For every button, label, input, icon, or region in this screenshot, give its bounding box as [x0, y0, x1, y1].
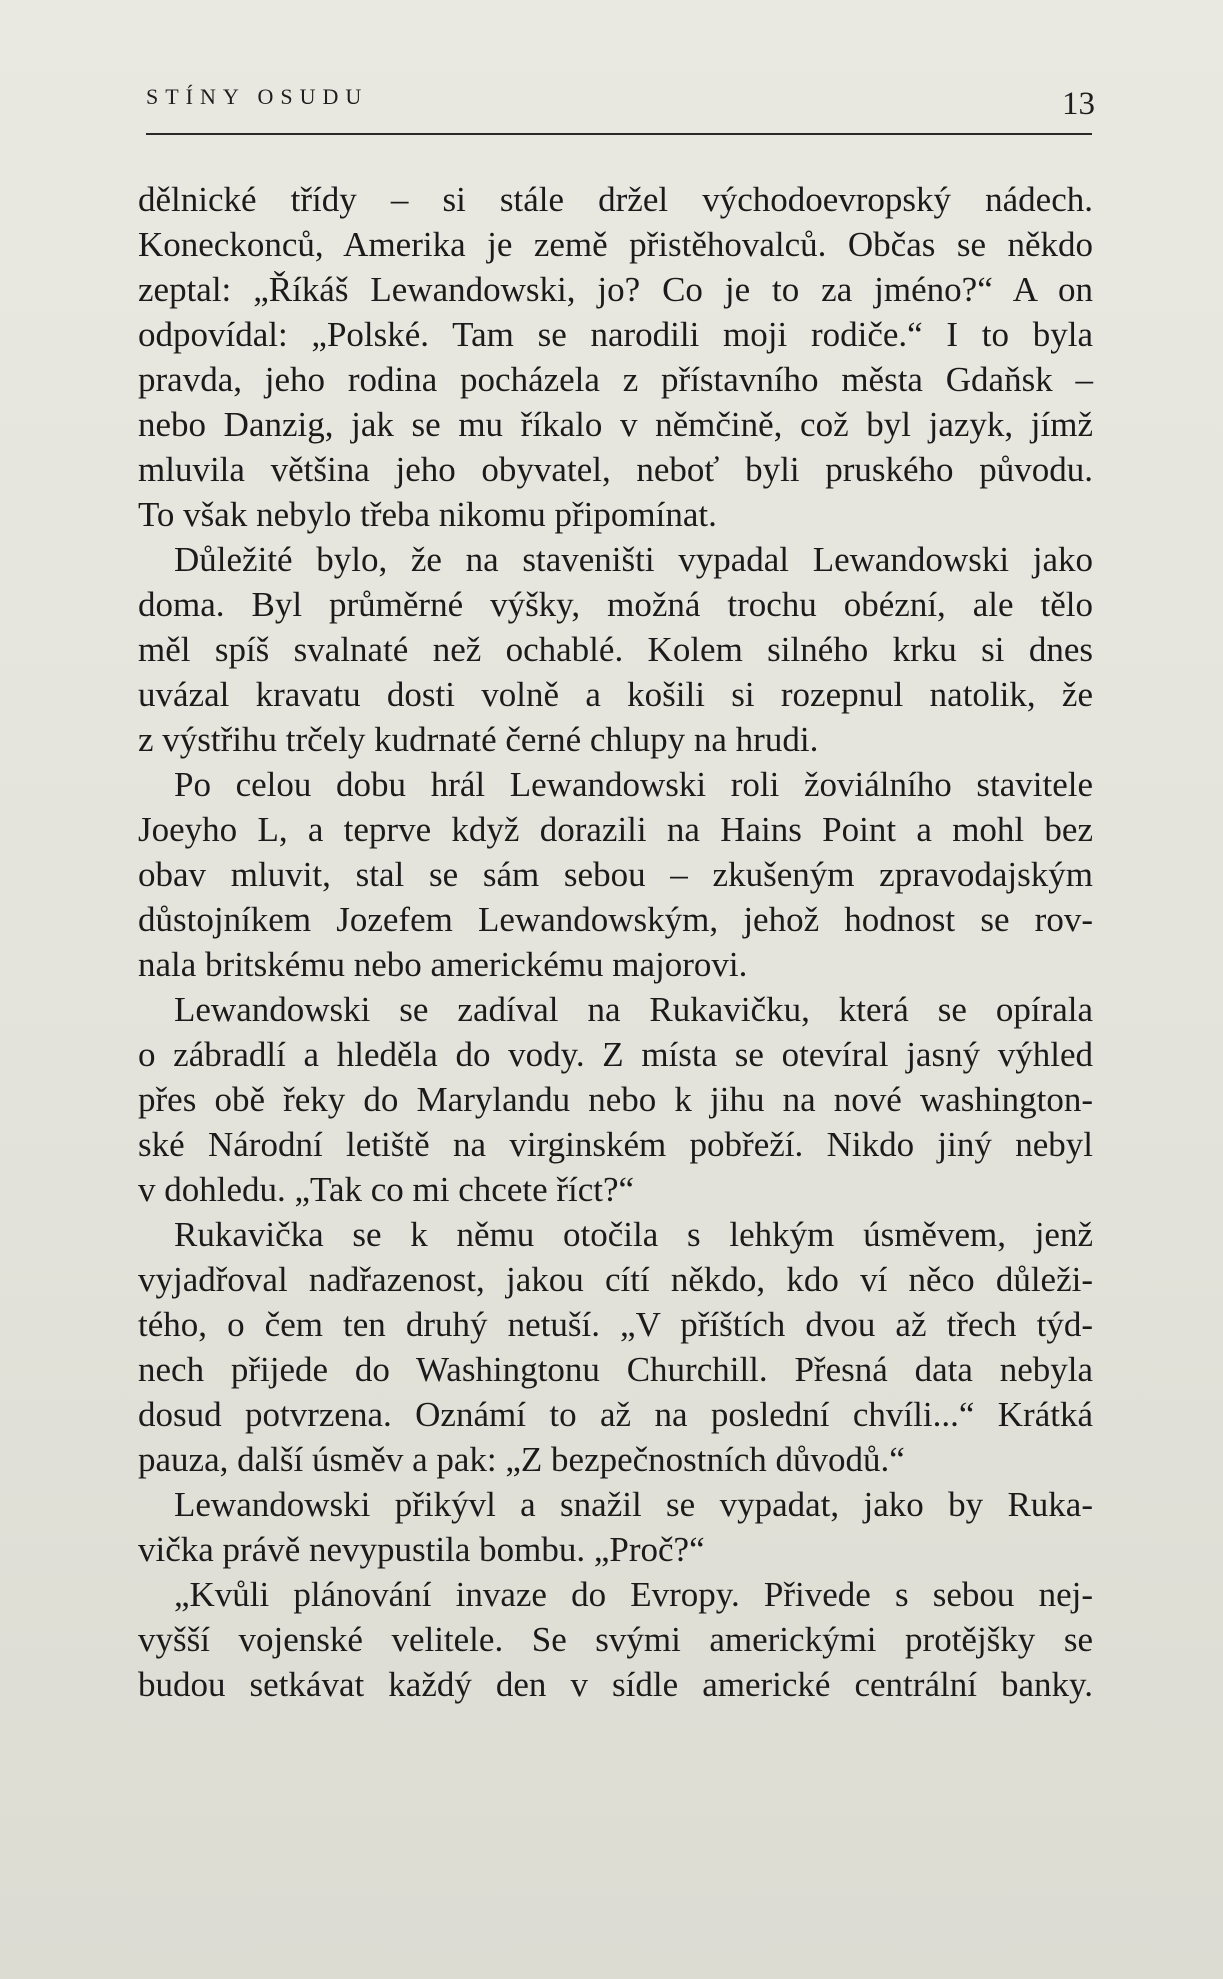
body-text — [138, 177, 1093, 1707]
text-line: v dohledu. „Tak co mi chcete říct?“ — [138, 1170, 635, 1209]
text-line: nebo Danzig, jak se mu říkalo v němčině, což byl jazyk, jímž — [138, 405, 1093, 444]
text-line: ské Národní letiště na virginském pobřeží. Nikdo jiný nebyl — [138, 1125, 1093, 1164]
text-line: odpovídal: „Polské. Tam se narodili moji rodiče.“ I to byla — [138, 315, 1093, 354]
text-line: Lewandowski přikývl a snažil se vypadat, jako by Ruka- — [174, 1485, 1093, 1524]
text-line: dělnické třídy – si stále držel východoevropský nádech. — [138, 180, 1093, 219]
text-line: Rukavička se k němu otočila s lehkým úsměvem, jenž — [174, 1215, 1093, 1254]
text-line: z výstřihu trčely kudrnaté černé chlupy na hrudi. — [138, 720, 819, 759]
text-line: budou setkávat každý den v sídle americké centrální banky. — [138, 1665, 1093, 1704]
text-line: Důležité bylo, že na staveništi vypadal Lewandowski jako — [174, 540, 1093, 579]
text-line: vyšší vojenské velitele. Se svými americkými protějšky se — [138, 1620, 1093, 1659]
text-line: Po celou dobu hrál Lewandowski roli žoviálního stavitele — [174, 765, 1093, 804]
text-line: důstojníkem Jozefem Lewandowským, jehož hodnost se rov- — [138, 900, 1093, 939]
text-line: zeptal: „Říkáš Lewandowski, jo? Co je to za jméno?“ A on — [138, 270, 1093, 309]
text-line: nala britskému nebo americkému majorovi. — [138, 945, 748, 984]
running-head: STÍNY OSUDU — [146, 84, 369, 109]
page-number: 13 — [1062, 86, 1095, 122]
text-line: tého, o čem ten druhý netuší. „V příštích dvou až třech týd- — [138, 1305, 1093, 1344]
text-line: Joeyho L, a teprve když dorazili na Hains Point a mohl bez — [138, 810, 1093, 849]
text-line: o zábradlí a hleděla do vody. Z místa se otevíral jasný výhled — [138, 1035, 1093, 1074]
text-line: Koneckonců, Amerika je země přistěhovalců. Občas se někdo — [138, 225, 1093, 264]
text-line: měl spíš svalnaté než ochablé. Kolem silného krku si dnes — [138, 630, 1093, 669]
text-line: obav mluvit, stal se sám sebou – zkušeným zpravodajským — [138, 855, 1093, 894]
text-line: nech přijede do Washingtonu Churchill. Přesná data nebyla — [138, 1350, 1093, 1389]
text-line: To však nebylo třeba nikomu připomínat. — [138, 495, 717, 534]
text-line: dosud potvrzena. Oznámí to až na poslední chvíli...“ Krátká — [138, 1395, 1093, 1434]
text-line: pravda, jeho rodina pocházela z přístavního města Gdaňsk – — [138, 360, 1093, 399]
text-line: přes obě řeky do Marylandu nebo k jihu na nové washington- — [138, 1080, 1093, 1119]
text-line: uvázal kravatu dosti volně a košili si rozepnul natolik, že — [138, 675, 1093, 714]
text-line: doma. Byl průměrné výšky, možná trochu obézní, ale tělo — [138, 585, 1093, 624]
text-line: vyjadřoval nadřazenost, jakou cítí někdo, kdo ví něco důleži- — [138, 1260, 1093, 1299]
text-line: Lewandowski se zadíval na Rukavičku, která se opírala — [174, 990, 1093, 1029]
text-line: vička právě nevypustila bombu. „Proč?“ — [138, 1530, 705, 1569]
header-rule — [146, 133, 1092, 135]
text-line: pauza, další úsměv a pak: „Z bezpečnostních důvodů.“ — [138, 1440, 905, 1479]
text-line: „Kvůli plánování invaze do Evropy. Přivede s sebou nej- — [174, 1575, 1093, 1614]
text-line: mluvila většina jeho obyvatel, neboť byli pruského původu. — [138, 450, 1093, 489]
